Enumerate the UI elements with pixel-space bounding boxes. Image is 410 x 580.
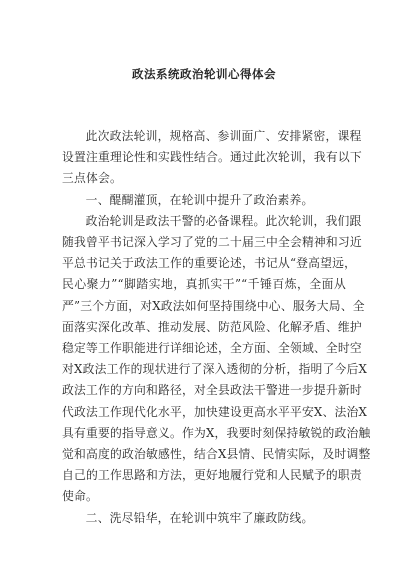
text-line: 此次政法轮训，规格高、参训面广、安排紧密，课程 [85, 129, 362, 143]
text-line: 稳定等工作职能进行详细论述，全方面、全领域、全时空 [62, 341, 362, 356]
text-line: 三点体会。 [62, 171, 122, 186]
text-line: 平总书记关于政法工作的重要论述，书记从“登高望远， [62, 256, 357, 271]
text-line: 觉和高度的政治敏感性，结合X县情、民情实际，及时调整 [62, 447, 371, 462]
text-line: 政法工作的方向和路径，对全县政法干警进一步提升新时 [62, 383, 362, 398]
text-line: 民心聚力”“脚踏实地，真抓实干”“千锤百炼，全面从 [62, 277, 346, 292]
section-heading-2: 二、洗尽铅华，在轮训中筑牢了廉政防线。 [85, 510, 314, 525]
section1-paragraph [62, 211, 371, 508]
document-title: 政法系统政治轮训心得体会 [132, 67, 276, 81]
text-line: 严”三个方面，对X政法如何坚持围绕中心、服务大局、全 [62, 298, 365, 313]
section-heading-1: 一、醍醐灌顶，在轮训中提升了政治素养。 [85, 192, 314, 207]
text-line: 代政法工作现代化水平，加快建设更高水平平安X、法治X [62, 404, 368, 419]
text-line: 使命。 [62, 489, 98, 504]
text-line: 面落实深化改革、推动发展、防范风险、化解矛盾、维护 [62, 319, 362, 334]
intro-paragraph [62, 126, 362, 190]
text-line: 随我曾平书记深入学习了党的二十届三中全会精神和习近 [62, 235, 362, 250]
text-line: 对X政法工作的现状进行了深入透彻的分析，指明了今后X [62, 362, 368, 377]
text-line: 具有重要的指导意义。作为X，我要时刻保持敏锐的政治触 [62, 425, 371, 440]
text-line: 设置注重理论性和实践性结合。通过此次轮训，我有以下 [62, 150, 362, 165]
text-line: 自己的工作思路和方法，更好地履行党和人民赋予的职责 [62, 468, 362, 483]
text-line: 政治轮训是政法干警的必备课程。此次轮训，我们跟 [85, 213, 362, 228]
